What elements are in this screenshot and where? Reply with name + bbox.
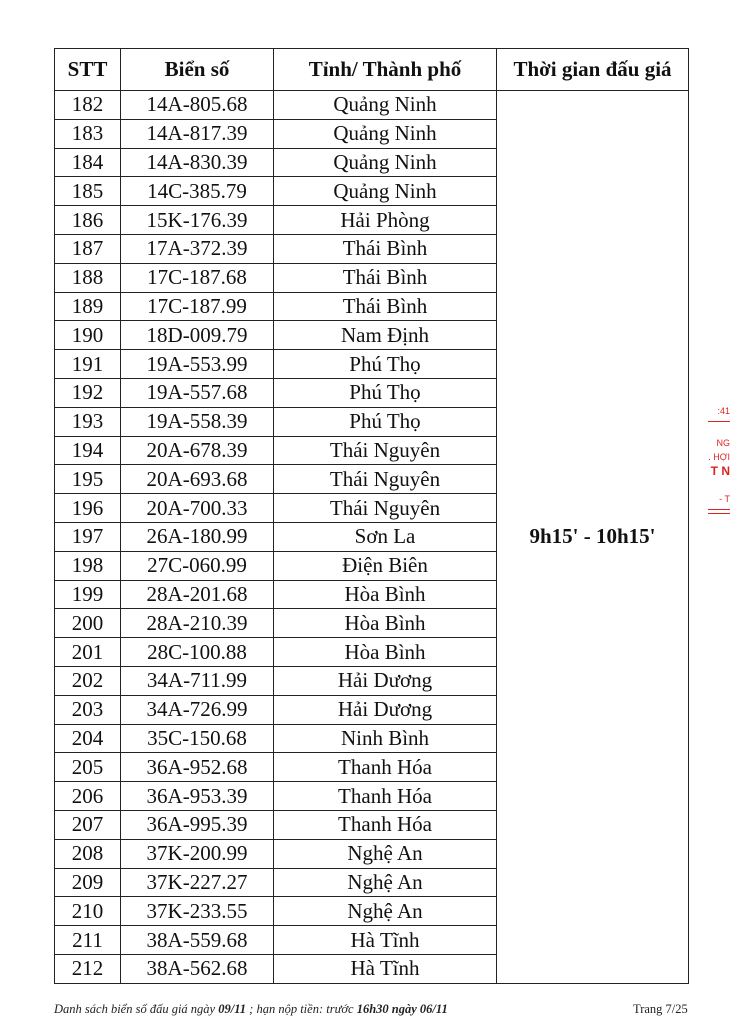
row-province: Thanh Hóa bbox=[274, 782, 497, 811]
row-plate: 15K-176.39 bbox=[121, 206, 274, 235]
footer-note-prefix: Danh sách biển số đấu giá ngày bbox=[54, 1002, 219, 1016]
row-plate: 36A-952.68 bbox=[121, 753, 274, 782]
row-province: Quảng Ninh bbox=[274, 119, 497, 148]
row-stt: 197 bbox=[55, 522, 121, 551]
footer-note-date: 09/11 bbox=[218, 1002, 247, 1016]
row-plate: 34A-711.99 bbox=[121, 666, 274, 695]
stamp-text: - T bbox=[719, 494, 730, 504]
row-plate: 28A-210.39 bbox=[121, 609, 274, 638]
row-plate: 20A-678.39 bbox=[121, 436, 274, 465]
row-stt: 196 bbox=[55, 494, 121, 523]
row-province: Phú Thọ bbox=[274, 407, 497, 436]
row-province: Hải Dương bbox=[274, 695, 497, 724]
row-province: Nam Định bbox=[274, 321, 497, 350]
row-stt: 193 bbox=[55, 407, 121, 436]
row-plate: 14C-385.79 bbox=[121, 177, 274, 206]
row-province: Hòa Bình bbox=[274, 609, 497, 638]
row-stt: 189 bbox=[55, 292, 121, 321]
row-plate: 14A-805.68 bbox=[121, 91, 274, 120]
row-plate: 19A-553.99 bbox=[121, 350, 274, 379]
red-stamp-fragment bbox=[708, 404, 730, 534]
row-plate: 35C-150.68 bbox=[121, 724, 274, 753]
row-province: Thái Bình bbox=[274, 292, 497, 321]
row-plate: 17A-372.39 bbox=[121, 234, 274, 263]
row-plate: 14A-830.39 bbox=[121, 148, 274, 177]
header-province: Tỉnh/ Thành phố bbox=[274, 49, 497, 91]
row-stt: 211 bbox=[55, 926, 121, 955]
row-province: Nghệ An bbox=[274, 868, 497, 897]
row-stt: 198 bbox=[55, 551, 121, 580]
row-stt: 199 bbox=[55, 580, 121, 609]
row-province: Thanh Hóa bbox=[274, 810, 497, 839]
row-plate: 19A-558.39 bbox=[121, 407, 274, 436]
row-plate: 38A-559.68 bbox=[121, 926, 274, 955]
row-province: Quảng Ninh bbox=[274, 148, 497, 177]
row-province: Phú Thọ bbox=[274, 378, 497, 407]
row-stt: 203 bbox=[55, 695, 121, 724]
footer-note-middle: ; hạn nộp tiền: trước bbox=[246, 1002, 357, 1016]
row-plate: 36A-953.39 bbox=[121, 782, 274, 811]
row-plate: 20A-700.33 bbox=[121, 494, 274, 523]
row-stt: 194 bbox=[55, 436, 121, 465]
table-row bbox=[55, 91, 689, 120]
auction-table bbox=[54, 48, 689, 984]
row-plate: 37K-233.55 bbox=[121, 897, 274, 926]
row-plate: 28A-201.68 bbox=[121, 580, 274, 609]
page-number: Trang 7/25 bbox=[633, 1002, 688, 1016]
row-stt: 206 bbox=[55, 782, 121, 811]
row-plate: 14A-817.39 bbox=[121, 119, 274, 148]
row-plate: 34A-726.99 bbox=[121, 695, 274, 724]
row-stt: 186 bbox=[55, 206, 121, 235]
row-plate: 20A-693.68 bbox=[121, 465, 274, 494]
row-province: Phú Thọ bbox=[274, 350, 497, 379]
row-province: Hà Tĩnh bbox=[274, 954, 497, 983]
row-province: Thái Bình bbox=[274, 234, 497, 263]
auction-time-cell: 9h15' - 10h15' bbox=[497, 91, 689, 984]
row-stt: 195 bbox=[55, 465, 121, 494]
row-stt: 202 bbox=[55, 666, 121, 695]
row-province: Nghệ An bbox=[274, 839, 497, 868]
row-plate: 36A-995.39 bbox=[121, 810, 274, 839]
stamp-divider bbox=[708, 509, 730, 510]
stamp-divider bbox=[708, 513, 730, 514]
row-province: Thái Bình bbox=[274, 263, 497, 292]
row-plate: 17C-187.99 bbox=[121, 292, 274, 321]
row-stt: 182 bbox=[55, 91, 121, 120]
row-plate: 37K-200.99 bbox=[121, 839, 274, 868]
row-stt: 192 bbox=[55, 378, 121, 407]
row-plate: 18D-009.79 bbox=[121, 321, 274, 350]
header-plate: Biển số bbox=[121, 49, 274, 91]
row-stt: 185 bbox=[55, 177, 121, 206]
row-stt: 183 bbox=[55, 119, 121, 148]
header-auction-time: Thời gian đấu giá bbox=[497, 49, 689, 91]
row-province: Hải Dương bbox=[274, 666, 497, 695]
row-province: Điện Biên bbox=[274, 551, 497, 580]
row-stt: 187 bbox=[55, 234, 121, 263]
row-stt: 190 bbox=[55, 321, 121, 350]
stamp-text: :41 bbox=[717, 406, 730, 416]
row-province: Quảng Ninh bbox=[274, 177, 497, 206]
header-stt: STT bbox=[55, 49, 121, 91]
row-plate: 26A-180.99 bbox=[121, 522, 274, 551]
row-province: Hòa Bình bbox=[274, 580, 497, 609]
row-plate: 37K-227.27 bbox=[121, 868, 274, 897]
row-stt: 212 bbox=[55, 954, 121, 983]
row-province: Thanh Hóa bbox=[274, 753, 497, 782]
row-province: Sơn La bbox=[274, 522, 497, 551]
row-province: Thái Nguyên bbox=[274, 494, 497, 523]
row-province: Ninh Bình bbox=[274, 724, 497, 753]
row-province: Hòa Bình bbox=[274, 638, 497, 667]
stamp-text: T N bbox=[710, 464, 730, 478]
stamp-text: NG bbox=[716, 438, 730, 448]
row-stt: 208 bbox=[55, 839, 121, 868]
row-province: Quảng Ninh bbox=[274, 91, 497, 120]
row-plate: 27C-060.99 bbox=[121, 551, 274, 580]
row-plate: 17C-187.68 bbox=[121, 263, 274, 292]
row-province: Hải Phòng bbox=[274, 206, 497, 235]
row-stt: 205 bbox=[55, 753, 121, 782]
row-stt: 201 bbox=[55, 638, 121, 667]
row-province: Nghệ An bbox=[274, 897, 497, 926]
row-stt: 188 bbox=[55, 263, 121, 292]
row-stt: 210 bbox=[55, 897, 121, 926]
row-stt: 184 bbox=[55, 148, 121, 177]
row-plate: 19A-557.68 bbox=[121, 378, 274, 407]
row-stt: 191 bbox=[55, 350, 121, 379]
table-header-row bbox=[55, 49, 689, 91]
row-stt: 204 bbox=[55, 724, 121, 753]
stamp-divider bbox=[708, 421, 730, 422]
row-province: Hà Tĩnh bbox=[274, 926, 497, 955]
row-plate: 28C-100.88 bbox=[121, 638, 274, 667]
footer-note bbox=[54, 1002, 448, 1017]
stamp-text: . HỢI bbox=[708, 452, 730, 462]
row-stt: 207 bbox=[55, 810, 121, 839]
row-province: Thái Nguyên bbox=[274, 436, 497, 465]
row-stt: 200 bbox=[55, 609, 121, 638]
row-stt: 209 bbox=[55, 868, 121, 897]
footer-note-deadline: 16h30 ngày 06/11 bbox=[356, 1002, 448, 1016]
row-province: Thái Nguyên bbox=[274, 465, 497, 494]
row-plate: 38A-562.68 bbox=[121, 954, 274, 983]
